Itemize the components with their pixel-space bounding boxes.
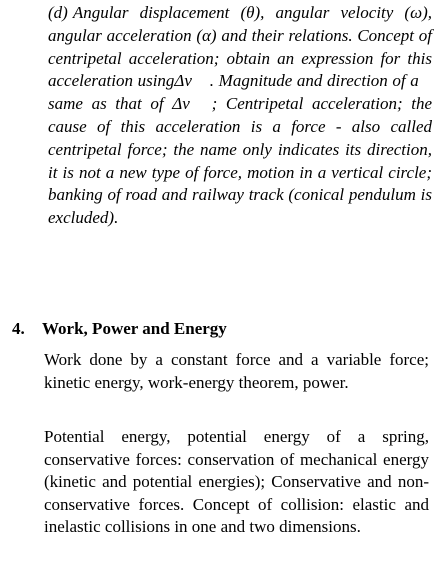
section-paragraph-work: Work done by a constant force and a variable force; kinetic energy, work-energy theorem, power. xyxy=(44,350,429,392)
section-title: Work, Power and Energy xyxy=(42,319,227,338)
section-heading xyxy=(12,318,227,340)
section-number: 4. xyxy=(12,319,25,338)
syllabus-item-d xyxy=(48,2,432,230)
item-d-label: (d) xyxy=(48,3,68,22)
section-paragraph-potential-energy: Potential energy, potential energy of a spring, conservative forces: conservation of mechanical energy (kinetic and potential energies); Conservative and non-conservative forces. Concept of collision: elastic and inelastic collisions in one and two dimensions. xyxy=(44,427,429,536)
item-d-text: Angular displacement (θ), angular velocity (ω), angular acceleration (α) and their relations. Concept of centripetal acceleration; obtain an expression for this acceleration usingΔv⃗ . Magnitude and direction of a⃗ same as that of Δv⃗ ; Centripetal acceleration; the cause of this acceleration is a force - also called centripetal force; the name only indicates its direction, it is not a new type of force, motion in a vertical circle; banking of road and railway track (conical pendulum is excluded). xyxy=(48,3,432,228)
